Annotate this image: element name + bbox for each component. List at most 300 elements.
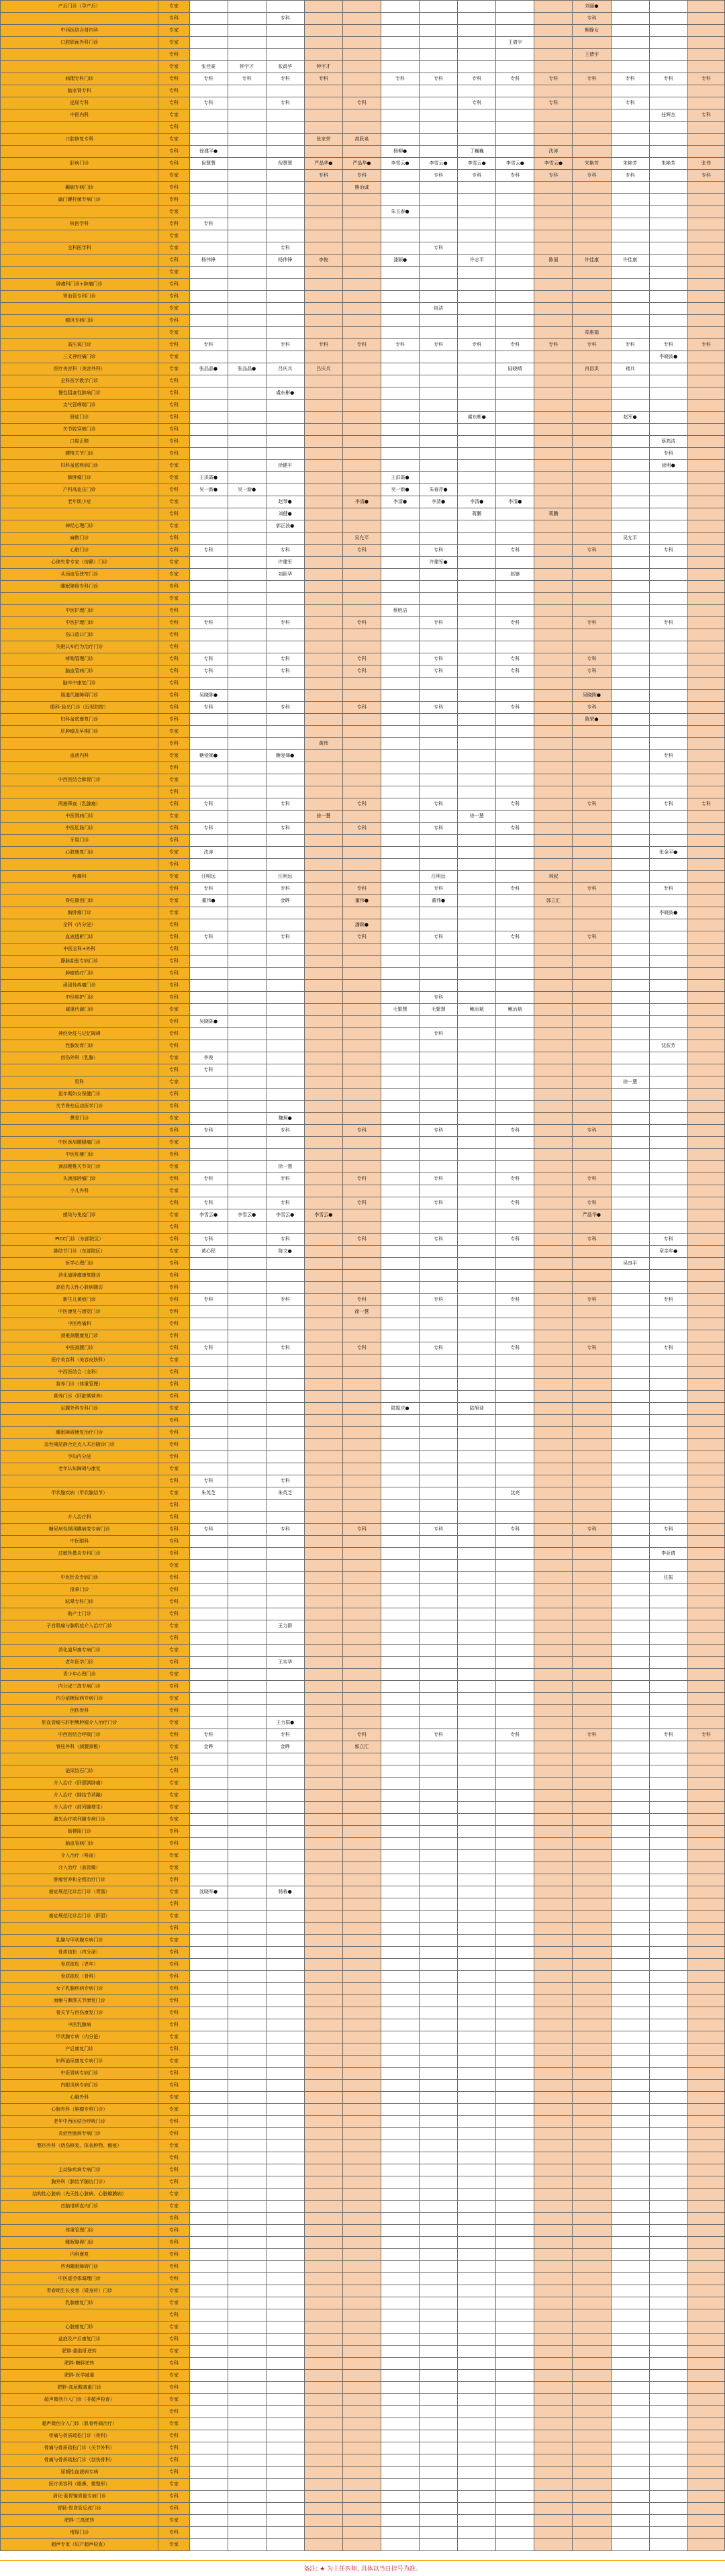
schedule-cell <box>228 738 266 750</box>
schedule-cell <box>611 1572 649 1584</box>
schedule-cell <box>573 291 611 303</box>
clinic-type: 专家 <box>158 351 189 363</box>
department-name: 哮喘管理门诊 <box>1 653 158 665</box>
clinic-type: 专家 <box>158 2092 189 2104</box>
schedule-cell <box>687 2346 724 2358</box>
clinic-type: 专科 <box>158 2213 189 2225</box>
schedule-cell <box>266 2019 304 2031</box>
schedule-cell <box>266 641 304 653</box>
clinic-type: 专科 <box>158 533 189 545</box>
schedule-cell <box>228 665 266 678</box>
department-name: 头颈部肿瘤门诊 <box>1 1173 158 1185</box>
schedule-cell <box>496 557 534 569</box>
schedule-cell <box>420 1475 458 1487</box>
schedule-cell <box>304 2346 342 2358</box>
schedule-cell <box>534 2201 573 2213</box>
schedule-cell <box>228 593 266 605</box>
schedule-cell <box>420 1306 458 1318</box>
schedule-cell <box>381 230 419 242</box>
schedule-cell: 毛繁慧 <box>420 1004 458 1016</box>
schedule-cell <box>266 2418 304 2430</box>
table-row <box>1 2249 725 2261</box>
schedule-cell <box>342 835 381 847</box>
schedule-cell <box>534 1209 573 1222</box>
schedule-cell <box>304 2249 342 2261</box>
department-name: 性腺发育门诊 <box>1 1040 158 1052</box>
schedule-cell <box>687 2515 724 2527</box>
schedule-cell <box>342 1814 381 1826</box>
schedule-cell <box>381 629 419 641</box>
clinic-type: 专科 <box>158 1439 189 1451</box>
schedule-cell <box>611 641 649 653</box>
schedule-cell: 陈荣● <box>573 714 611 726</box>
schedule-cell <box>458 291 496 303</box>
schedule-cell <box>611 1028 649 1040</box>
schedule-cell <box>458 944 496 956</box>
schedule-cell <box>381 1632 419 1645</box>
schedule-cell <box>189 956 228 968</box>
schedule-cell: 专科 <box>496 170 534 182</box>
schedule-cell: 专科 <box>189 1197 228 1209</box>
schedule-cell <box>304 992 342 1004</box>
schedule-cell <box>381 1064 419 1076</box>
schedule-cell <box>534 2261 573 2273</box>
schedule-cell: 刘跃华 <box>266 569 304 581</box>
schedule-cell <box>266 1076 304 1089</box>
schedule-cell <box>381 2189 419 2201</box>
schedule-cell <box>381 2297 419 2309</box>
schedule-cell <box>266 2176 304 2189</box>
schedule-cell <box>189 400 228 412</box>
schedule-cell <box>611 1463 649 1475</box>
schedule-cell <box>266 1149 304 1161</box>
schedule-cell <box>496 678 534 690</box>
schedule-cell <box>420 1258 458 1270</box>
schedule-cell <box>189 1439 228 1451</box>
schedule-cell <box>496 1959 534 1971</box>
schedule-cell <box>611 859 649 871</box>
schedule-cell: 专科 <box>342 97 381 109</box>
schedule-cell <box>266 303 304 315</box>
schedule-cell <box>266 811 304 823</box>
schedule-cell <box>189 2285 228 2297</box>
schedule-cell <box>611 375 649 387</box>
schedule-cell <box>420 762 458 774</box>
schedule-cell <box>687 859 724 871</box>
schedule-cell <box>189 1765 228 1778</box>
table-row <box>1 1463 725 1475</box>
schedule-cell <box>304 1548 342 1560</box>
clinic-type: 专科 <box>158 146 189 158</box>
schedule-cell <box>534 1596 573 1608</box>
clinic-type: 专家 <box>158 1076 189 1089</box>
schedule-cell <box>420 97 458 109</box>
schedule-cell <box>458 2285 496 2297</box>
schedule-cell <box>228 1536 266 1548</box>
schedule-cell <box>266 230 304 242</box>
schedule-cell <box>342 2430 381 2442</box>
department-name: 血液内科 <box>1 750 158 762</box>
schedule-cell: 专科 <box>420 702 458 714</box>
clinic-type: 专家 <box>158 2031 189 2043</box>
schedule-cell <box>420 1137 458 1149</box>
schedule-cell <box>496 1838 534 1850</box>
department-name: 神经心理门诊 <box>1 520 158 533</box>
schedule-cell <box>534 1669 573 1681</box>
schedule-cell: 许建军● <box>420 557 458 569</box>
schedule-cell <box>534 714 573 726</box>
schedule-cell <box>266 774 304 786</box>
schedule-cell <box>534 2104 573 2116</box>
schedule-cell <box>304 13 342 25</box>
schedule-cell <box>342 2285 381 2297</box>
schedule-cell <box>534 1415 573 1427</box>
schedule-cell <box>189 1693 228 1705</box>
schedule-cell <box>611 1 649 13</box>
schedule-cell <box>342 2334 381 2346</box>
schedule-cell <box>228 2128 266 2140</box>
schedule-cell <box>420 859 458 871</box>
clinic-type: 专科 <box>158 424 189 436</box>
schedule-cell <box>687 1669 724 1681</box>
schedule-cell <box>266 980 304 992</box>
schedule-cell <box>381 2201 419 2213</box>
schedule-cell <box>304 2213 342 2225</box>
schedule-cell <box>534 122 573 134</box>
table-row <box>1 1753 725 1765</box>
table-row <box>1 1705 725 1717</box>
schedule-cell <box>649 1064 687 1076</box>
schedule-cell: 专科 <box>266 1197 304 1209</box>
schedule-cell <box>458 1330 496 1342</box>
schedule-cell <box>573 1548 611 1560</box>
schedule-cell <box>573 1270 611 1282</box>
schedule-cell <box>420 1536 458 1548</box>
department-name: 体重管理门诊 <box>1 2225 158 2237</box>
schedule-cell <box>534 230 573 242</box>
schedule-cell <box>189 1427 228 1439</box>
schedule-cell: 吴一新● <box>228 484 266 496</box>
schedule-cell <box>381 1850 419 1862</box>
schedule-cell <box>687 303 724 315</box>
schedule-cell <box>573 267 611 279</box>
schedule-cell <box>381 1137 419 1149</box>
schedule-cell <box>496 1330 534 1342</box>
department-name: 产后门诊（孕产后） <box>1 1 158 13</box>
schedule-cell <box>458 61 496 73</box>
schedule-cell <box>420 1 458 13</box>
clinic-type: 专科 <box>158 1826 189 1838</box>
schedule-cell <box>534 1790 573 1802</box>
table-row <box>1 1778 725 1790</box>
schedule-cell <box>573 1741 611 1753</box>
schedule-cell <box>420 1052 458 1064</box>
schedule-cell: 专科 <box>649 545 687 557</box>
schedule-cell <box>611 2225 649 2237</box>
schedule-cell <box>381 1367 419 1379</box>
table-row <box>1 641 725 653</box>
clinic-type: 专家 <box>158 2104 189 2116</box>
schedule-cell <box>687 1354 724 1367</box>
schedule-cell <box>381 2116 419 2128</box>
schedule-cell <box>496 2213 534 2225</box>
schedule-cell <box>534 2515 573 2527</box>
schedule-cell <box>611 303 649 315</box>
clinic-type: 专科 <box>158 1536 189 1548</box>
schedule-cell <box>420 1089 458 1101</box>
schedule-cell <box>496 387 534 400</box>
schedule-cell <box>342 1439 381 1451</box>
schedule-cell: 专科 <box>342 931 381 944</box>
schedule-cell <box>189 2297 228 2309</box>
table-row <box>1 1028 725 1040</box>
schedule-cell <box>534 1584 573 1596</box>
schedule-cell <box>228 2080 266 2092</box>
schedule-cell <box>304 593 342 605</box>
schedule-cell <box>266 1101 304 1113</box>
schedule-cell <box>304 2189 342 2201</box>
department-name: 介入治疗（前列腺增生） <box>1 1802 158 1814</box>
department-name: 肥胖-高尿酸减重门诊 <box>1 2382 158 2394</box>
schedule-cell <box>342 1898 381 1911</box>
schedule-cell <box>534 2140 573 2152</box>
schedule-cell <box>611 1354 649 1367</box>
schedule-cell <box>304 508 342 520</box>
schedule-cell <box>496 182 534 194</box>
schedule-cell <box>420 279 458 291</box>
department-name: 足踝外科专科门诊 <box>1 1403 158 1415</box>
schedule-cell <box>573 448 611 460</box>
clinic-type: 专科 <box>158 1342 189 1354</box>
schedule-cell <box>304 786 342 798</box>
table-row <box>1 750 725 762</box>
schedule-cell <box>420 1379 458 1391</box>
clinic-type: 专家 <box>158 811 189 823</box>
table-row <box>1 968 725 980</box>
schedule-cell: 赵琴● <box>266 496 304 508</box>
schedule-cell <box>534 1028 573 1040</box>
schedule-cell <box>304 1947 342 1959</box>
table-row <box>1 97 725 109</box>
schedule-cell <box>687 1645 724 1657</box>
schedule-cell <box>420 2406 458 2418</box>
schedule-cell <box>687 1500 724 1512</box>
schedule-cell <box>534 1645 573 1657</box>
schedule-cell <box>304 1886 342 1898</box>
schedule-cell <box>649 653 687 665</box>
schedule-cell <box>381 170 419 182</box>
schedule-cell <box>189 1354 228 1367</box>
table-row <box>1 1064 725 1076</box>
table-row <box>1 2080 725 2092</box>
schedule-cell <box>534 448 573 460</box>
table-row <box>1 194 725 206</box>
schedule-cell <box>649 85 687 97</box>
schedule-cell <box>649 1717 687 1729</box>
schedule-cell <box>458 1137 496 1149</box>
schedule-cell <box>189 2515 228 2527</box>
schedule-cell: 专科 <box>573 1729 611 1741</box>
schedule-cell <box>611 1584 649 1596</box>
schedule-cell <box>228 2358 266 2370</box>
schedule-cell <box>342 387 381 400</box>
schedule-cell <box>228 1729 266 1741</box>
schedule-cell <box>649 1052 687 1064</box>
schedule-cell <box>228 1874 266 1886</box>
schedule-cell <box>649 2043 687 2056</box>
schedule-cell <box>304 37 342 49</box>
schedule-cell <box>496 1947 534 1959</box>
schedule-cell <box>458 1790 496 1802</box>
schedule-cell <box>266 1645 304 1657</box>
schedule-cell <box>189 1076 228 1089</box>
department-name: 头颈血管狭窄门诊 <box>1 569 158 581</box>
schedule-cell <box>496 2007 534 2019</box>
schedule-cell <box>266 726 304 738</box>
schedule-cell <box>420 1669 458 1681</box>
schedule-cell: 专科 <box>573 665 611 678</box>
schedule-cell <box>687 1814 724 1826</box>
schedule-cell <box>649 1778 687 1790</box>
schedule-cell <box>534 25 573 37</box>
schedule-cell <box>649 1512 687 1524</box>
schedule-cell <box>420 61 458 73</box>
schedule-cell <box>304 726 342 738</box>
schedule-cell <box>458 1258 496 1270</box>
schedule-cell <box>534 883 573 895</box>
table-row <box>1 1911 725 1923</box>
schedule-cell <box>458 1645 496 1657</box>
schedule-cell: 徐健平 <box>266 460 304 472</box>
department-name: 咨询睡眠障碍门诊 <box>1 2261 158 2273</box>
schedule-cell <box>687 907 724 919</box>
clinic-type: 专家 <box>158 134 189 146</box>
schedule-cell <box>381 1415 419 1427</box>
schedule-cell <box>534 520 573 533</box>
schedule-cell <box>611 617 649 629</box>
schedule-cell <box>458 629 496 641</box>
schedule-cell <box>573 726 611 738</box>
schedule-cell <box>266 1439 304 1451</box>
schedule-cell <box>687 1028 724 1040</box>
schedule-cell <box>687 1 724 13</box>
schedule-cell <box>687 1632 724 1645</box>
table-row <box>1 774 725 786</box>
table-row <box>1 1342 725 1354</box>
table-row <box>1 1500 725 1512</box>
department-name <box>1 1632 158 1645</box>
clinic-type: 专家 <box>158 496 189 508</box>
schedule-cell <box>496 484 534 496</box>
department-name: 骨质疏松（内分泌） <box>1 1947 158 1959</box>
schedule-cell <box>266 1983 304 1995</box>
schedule-cell <box>420 412 458 424</box>
schedule-cell <box>381 1572 419 1584</box>
schedule-cell <box>649 726 687 738</box>
schedule-cell <box>420 182 458 194</box>
schedule-cell <box>573 1258 611 1270</box>
schedule-cell <box>381 2346 419 2358</box>
department-name <box>1 267 158 279</box>
schedule-cell <box>687 412 724 424</box>
schedule-cell <box>687 2334 724 2346</box>
department-name <box>1 1560 158 1572</box>
schedule-cell: 专科 <box>420 1524 458 1536</box>
schedule-cell <box>266 835 304 847</box>
schedule-cell <box>381 2527 419 2539</box>
schedule-cell: 专科 <box>573 13 611 25</box>
schedule-cell <box>228 726 266 738</box>
schedule-cell <box>266 279 304 291</box>
schedule-cell <box>381 1995 419 2007</box>
schedule-cell <box>381 1717 419 1729</box>
schedule-cell <box>687 375 724 387</box>
schedule-cell <box>228 424 266 436</box>
schedule-cell <box>228 823 266 835</box>
table-row <box>1 484 725 496</box>
schedule-cell <box>266 2104 304 2116</box>
schedule-cell <box>420 1983 458 1995</box>
schedule-cell <box>189 1850 228 1862</box>
table-row <box>1 1487 725 1500</box>
schedule-cell <box>496 146 534 158</box>
schedule-cell <box>534 1185 573 1197</box>
schedule-cell <box>420 1209 458 1222</box>
schedule-cell <box>228 1342 266 1354</box>
schedule-cell <box>342 1451 381 1463</box>
schedule-cell <box>381 1475 419 1487</box>
schedule-cell <box>304 1016 342 1028</box>
schedule-cell <box>458 230 496 242</box>
schedule-cell: 吴晓陈● <box>573 690 611 702</box>
schedule-cell <box>381 1089 419 1101</box>
schedule-cell <box>458 678 496 690</box>
table-row <box>1 980 725 992</box>
schedule-cell <box>611 2237 649 2249</box>
schedule-cell <box>342 762 381 774</box>
schedule-cell <box>687 665 724 678</box>
schedule-cell: 专科 <box>611 339 649 351</box>
schedule-cell <box>381 291 419 303</box>
schedule-cell <box>266 2043 304 2056</box>
schedule-cell <box>304 714 342 726</box>
schedule-cell <box>266 2189 304 2201</box>
schedule-cell <box>649 1705 687 1717</box>
schedule-cell <box>458 2503 496 2515</box>
schedule-cell <box>496 1935 534 1947</box>
schedule-cell <box>573 1161 611 1173</box>
schedule-cell <box>496 2249 534 2261</box>
clinic-type: 专家 <box>158 2285 189 2297</box>
schedule-cell <box>496 992 534 1004</box>
schedule-cell: 吴一新● <box>189 484 228 496</box>
table-row <box>1 2370 725 2382</box>
table-row <box>1 593 725 605</box>
department-name: 女子乳腺疾病专病门诊 <box>1 1983 158 1995</box>
department-name: 失眠认知行为治疗门诊 <box>1 641 158 653</box>
department-name <box>1 883 158 895</box>
schedule-cell <box>573 835 611 847</box>
department-name: 肺肿瘤门诊 <box>1 472 158 484</box>
schedule-cell <box>534 2213 573 2225</box>
schedule-cell: 专科 <box>496 1524 534 1536</box>
schedule-cell <box>266 1669 304 1681</box>
schedule-cell <box>687 387 724 400</box>
schedule-cell <box>687 2309 724 2321</box>
schedule-cell <box>420 520 458 533</box>
schedule-cell <box>266 206 304 218</box>
department-name: 心脏康复门诊 <box>1 847 158 859</box>
